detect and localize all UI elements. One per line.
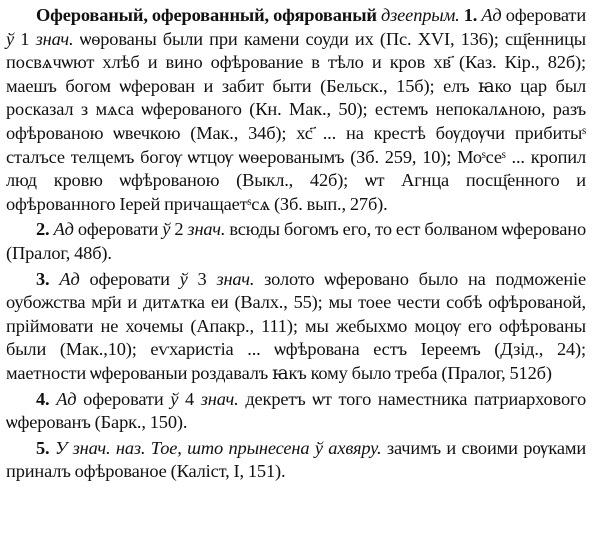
text-run-italic: ў <box>6 28 15 49</box>
text-run-bold: 1. <box>463 5 478 25</box>
text-run-italic: ў <box>170 388 179 409</box>
sense-paragraph-2 <box>6 218 586 265</box>
text-run-normal: всюды богомъ его, то ест болваном ѡферовано (Пралог, 48б). <box>6 219 587 263</box>
text-run-italic: дзеепрым. <box>380 5 460 25</box>
text-run-normal: зачимъ и своими рѹками приналъ офѣрованое (Каліст, I, 151). <box>6 437 587 482</box>
text-run-italic: Ад <box>59 268 80 289</box>
text-run-italic: Ад <box>481 5 502 25</box>
text-run-bold: Оферованый, оферованный, офярованый <box>36 5 377 25</box>
text-run-normal: золото ѡферовано было на подможеніе оубожства мр҃и и дитѧтка еи (Валх., 55); мы тоее чести собѣ офѣрованой, пріймовати не хочемы (Апакр., 111); мы жебыхмо моцѹ его офѣрованы были (Мак.,10); еѵхаристіа ... ѡфѣрована естъ Іереемъ (Дзід., 24); маетности ѡферованыи роздавалъ ꙗкъ кому было треба (Пралог, 512б) <box>6 268 586 383</box>
text-run-normal: оферовати <box>79 268 180 289</box>
text-run-italic: У знач. наз. Тое, што прынесена ў ахвяру. <box>54 437 382 458</box>
text-run-normal: оферовати <box>76 388 171 409</box>
sense-paragraph-1 <box>6 4 586 216</box>
text-run-normal: оферовати <box>73 219 163 240</box>
text-run-italic: Ад <box>56 388 77 409</box>
text-run-normal: 1 <box>14 28 36 49</box>
sense-paragraph-4 <box>6 388 586 435</box>
text-run-italic: Ад <box>53 219 74 240</box>
text-run-normal: 2 <box>170 219 188 240</box>
text-run-italic: ў <box>162 219 171 240</box>
text-run-italic: знач. <box>200 388 239 409</box>
dictionary-entry <box>6 4 586 484</box>
text-run-italic: знач. <box>187 219 226 240</box>
text-run-italic: знач. <box>35 28 74 49</box>
text-run-normal: оферовати <box>501 5 587 25</box>
text-run-normal: 3 <box>187 268 217 289</box>
text-run-bold: 2. <box>36 219 50 240</box>
text-run-italic: знач. <box>216 268 255 289</box>
text-run-bold: 5. <box>36 437 50 458</box>
text-run-normal: 4 <box>178 388 201 409</box>
text-run-bold: 3. <box>36 268 50 289</box>
text-run-italic: ў <box>179 268 188 289</box>
text-run-normal: ѡѳрованы были при камени соуди их (Пс. XVI, 136); сщ҃енницы посвѧчѡют хлѣб и вино офѣрование в тѣло и кров хв҃ (Каз. Кір., 82б); маешъ богом ѡферован и забит быти (Бельск., 15б); елъ ꙗко цар был росказал з мѧса ѡферованого (Кн. Мак., 50); естемъ непокалѧною, разъ офѣрованою ѡвечкою (Мак., 34б); хс҃ ... на крестѣ бѹдѹчи прибитыˢ сталъсе телцемъ богѹ ѡтцѹ ѡѳерованымъ (Зб. 259, 10); Моˢсеˢ ... кропил люд кровю ѡфѣрованою (Выкл., 42б); ѡт Агнца посщ҃енного и офѣрованного Іерей причащаетˢсѧ (Зб. вып., 27б). <box>6 28 586 214</box>
sense-paragraph-5 <box>6 437 586 484</box>
text-run-bold: 4. <box>36 388 50 409</box>
sense-paragraph-3 <box>6 268 586 386</box>
text-run-normal <box>50 269 60 289</box>
text-run-normal: декретъ ѡт того наместника патриархового ѡферованъ (Барк., 150). <box>6 388 586 433</box>
